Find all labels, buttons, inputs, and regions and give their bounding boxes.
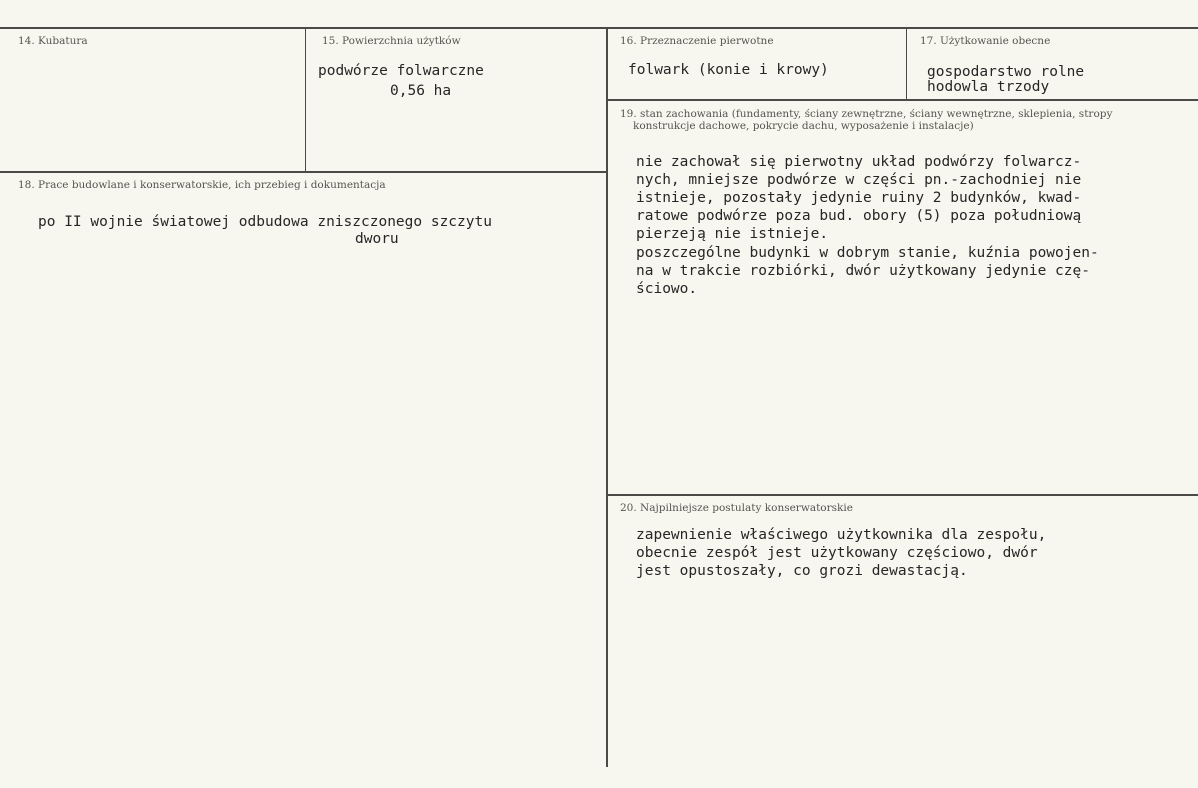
field-17-value-line1: gospodarstwo rolne	[927, 64, 1085, 80]
field-18-label: 18. Prace budowlane i konserwatorskie, ich przebieg i dokumentacja	[18, 179, 386, 191]
field-15-value-line2: 0,56 ha	[390, 83, 452, 99]
field-19-paragraph-2: poszczególne budynki w dobrym stanie, kuźnia powojen- na w trakcie rozbiórki, dwór użytkowany jedynie czę- ściowo.	[636, 245, 1099, 297]
field-19-label-line2: konstrukcje dachowe, pokrycie dachu, wyposażenie i instalacje)	[633, 120, 974, 132]
field-17-label: 17. Użytkowanie obecne	[920, 35, 1051, 47]
horizontal-divider-left	[0, 171, 607, 173]
field-19-paragraph-1: nie zachował się pierwotny układ podwórzy folwarcz- nych, mniejsze podwórze w części pn.-zachodniej nie istnieje, pozostały jedynie ruiny 2 budynków, kwad- ratowe podwórze poza bud. obory (5) poza południową pierzeją nie istnieje.	[636, 154, 1082, 242]
field-20-paragraph: zapewnienie właściwego użytkownika dla zespołu, obecnie zespół jest użytkowany częściowo, dwór jest opustoszały, co grozi dewastacją.	[636, 527, 1047, 579]
field-20-label: 20. Najpilniejsze postulaty konserwatorskie	[620, 502, 853, 514]
field-14-label: 14. Kubatura	[18, 35, 88, 47]
field-17-value-line2: hodowla trzody	[927, 79, 1050, 95]
vertical-divider-main	[606, 27, 608, 767]
field-16-value: folwark (konie i krowy)	[628, 62, 829, 78]
field-15-value-line1: podwórze folwarczne	[318, 63, 484, 79]
field-18-value-line2: dworu	[355, 231, 399, 247]
horizontal-divider-right-top	[607, 99, 1198, 101]
field-19-label-line1: 19. stan zachowania (fundamenty, ściany zewnętrzne, ściany wewnętrzne, sklepienia, stropy	[620, 108, 1113, 120]
vertical-divider-16-17	[906, 27, 907, 100]
horizontal-divider-right-bottom	[607, 494, 1198, 496]
field-18-value-line1: po II wojnie światowej odbudowa zniszczonego szczytu	[38, 214, 492, 230]
vertical-divider-14-15	[305, 27, 306, 172]
field-15-label: 15. Powierzchnia użytków	[322, 35, 461, 47]
field-16-label: 16. Przeznaczenie pierwotne	[620, 35, 774, 47]
top-border	[0, 27, 1198, 29]
